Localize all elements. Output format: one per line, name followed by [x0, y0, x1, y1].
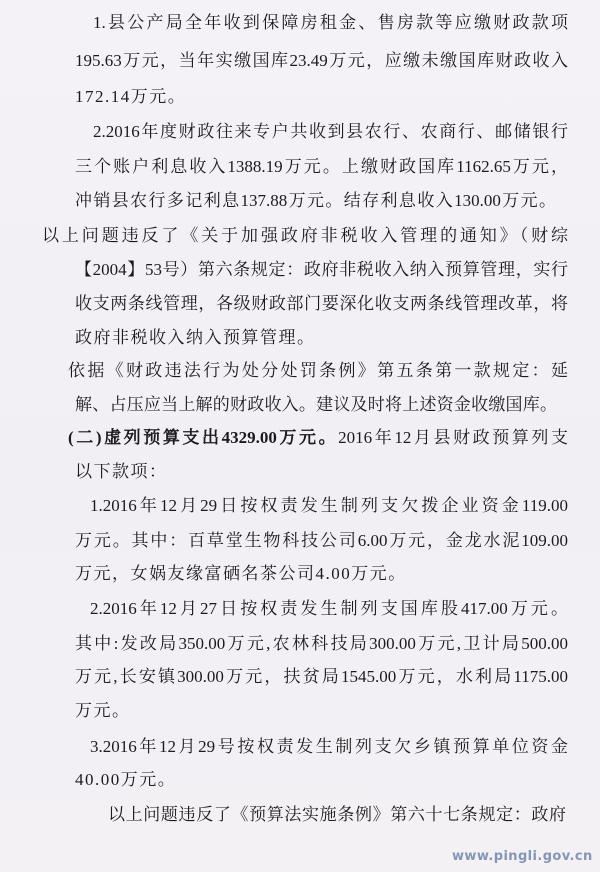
- text-line: 以上问题违反了《关于加强政府非税收入管理的通知》（财综: [42, 226, 568, 245]
- text-line: 1.县公产局全年收到保障房租金、售房款等应缴财政款项: [93, 13, 568, 32]
- text-line: 收支两条线管理，各级财政部门要深化收支两条线管理改革，将: [75, 294, 568, 313]
- text-line: 172.14万元。: [75, 87, 187, 106]
- text-line: 万元,长安镇300.00万元，扶贫局1545.00万元，水利局1175.00: [75, 667, 568, 686]
- text-line: 2.2016年12月27日按权责发生制列支国库股417.00万元。: [90, 599, 568, 618]
- text-line: 万元。其中：百草堂生物科技公司6.00万元，金龙水泥109.00: [75, 531, 568, 550]
- text-line: 其中:发改局350.00万元,农林科技局300.00万元,卫计局500.00: [75, 634, 568, 653]
- text-line: 40.00万元。: [75, 770, 177, 789]
- text-line: 【2004】53号）第六条规定：政府非税收入纳入预算管理，实行: [75, 260, 568, 279]
- section-heading-text: 2016年12月县财政预算列支: [338, 428, 568, 447]
- text-line: 三个账户利息收入1388.19万元。上缴财政国库1162.65万元，: [75, 157, 568, 176]
- text-line: 万元，女娲友缘富硒名茶公司4.00万元。: [75, 564, 407, 583]
- text-line: 2.2016年度财政往来专户共收到县农行、农商行、邮储银行: [93, 122, 568, 141]
- section-heading: (二)虚列预算支出4329.00万元。: [68, 428, 339, 447]
- text-line: 195.63万元，当年实缴国库23.49万元，应缴未缴国库财政收入: [75, 51, 568, 70]
- section-heading-line: [68, 425, 568, 451]
- text-line: 解、占压应当上解的财政收入。建议及时将上述资金收缴国库。: [75, 395, 557, 414]
- text-line: 政府非税收入纳入预算管理。: [75, 328, 316, 347]
- site-watermark: www.pingli.gov.cn: [452, 849, 593, 864]
- text-line: 依据《财政违法行为处分处罚条例》第五条第一款规定：延: [68, 361, 568, 380]
- text-line: 万元。: [75, 701, 131, 720]
- text-line: 3.2016年12月29号按权责发生制列支欠乡镇预算单位资金: [90, 737, 568, 756]
- text-line: 1.2016年12月29日按权责发生制列支欠拨企业资金119.00: [90, 496, 568, 515]
- text-line: 以下款项：: [75, 462, 168, 481]
- text-line: 冲销县农行多记利息137.88万元。结存利息收入130.00万元。: [75, 191, 556, 210]
- text-line: 以上问题违反了《预算法实施条例》第六十七条规定：政府: [108, 805, 566, 824]
